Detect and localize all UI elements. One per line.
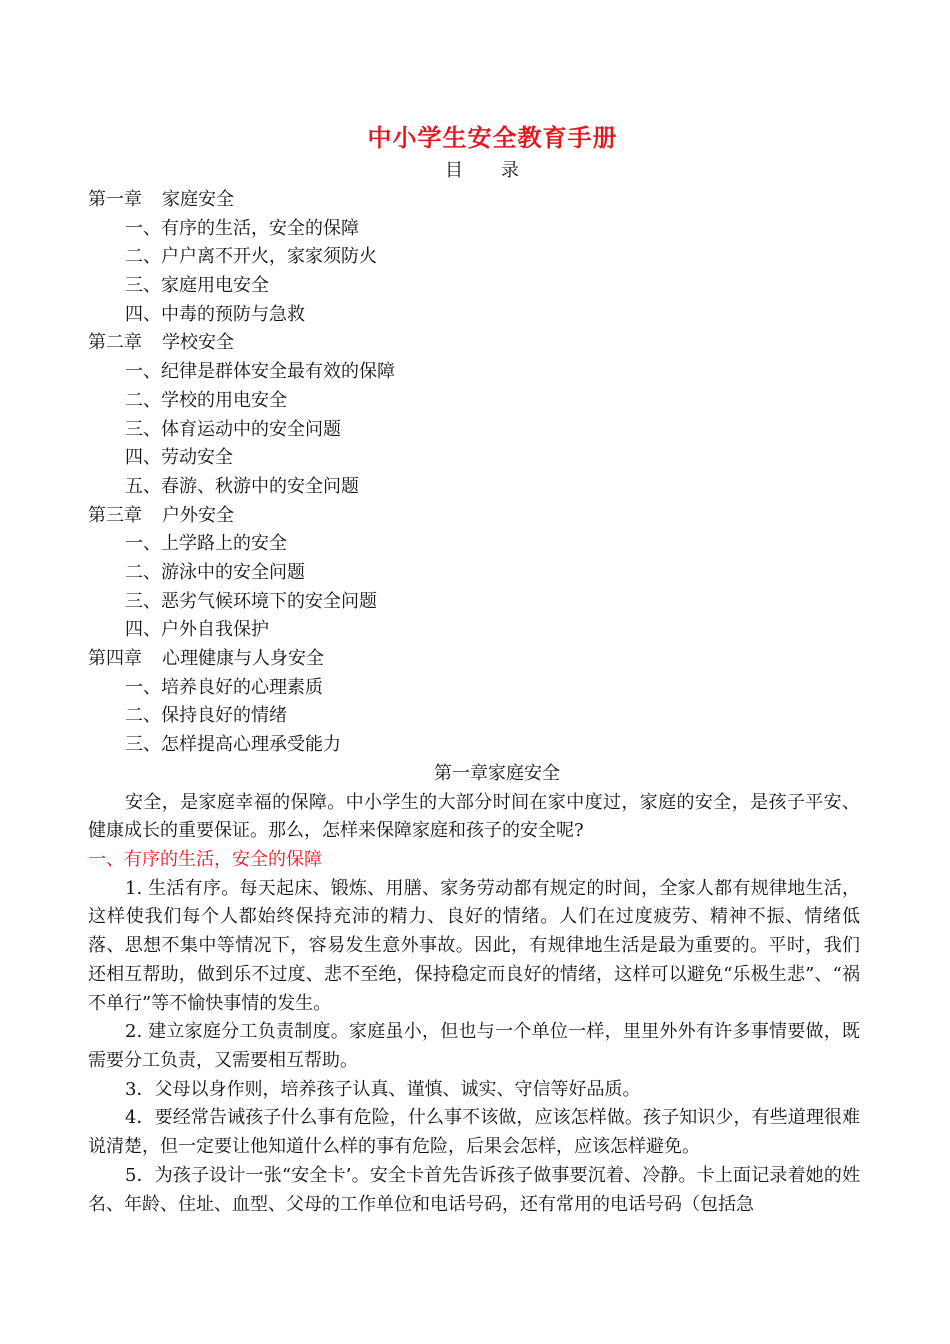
toc-chapter-label: 家庭安全 (162, 189, 234, 210)
toc-chapter (88, 186, 868, 215)
toc-section: 三、怎样提高心理承受能力 (125, 734, 341, 756)
toc-section: 二、户户离不开火，家家须防火 (125, 246, 377, 268)
paragraph-1: 1. 生活有序。每天起床、锻炼、用膳、家务劳动都有规定的时间，全家人都有规律地生活，这样使我们每个人都始终保持充沛的精力、良好的情绪。人们在过度疲劳、精神不振、情绪低落、思想不集中等情况下，容易发生意外事故。因此，有规律地生活是最为重要的。平时，我们还相互帮助，做到乐不过度、悲不至绝，保持稳定而良好的情绪，这样可以避免“乐极生悲”、“祸不单行”等不愉快事情的发生。 (88, 877, 860, 1014)
chapter-heading: 第一章家庭安全 (434, 763, 560, 784)
toc-chapter-label: 户外安全 (162, 504, 234, 526)
toc-chapter-number: 第三章 (88, 504, 142, 526)
toc-section: 一、培养良好的心理素质 (125, 676, 323, 698)
toc-chapter-label: 学校安全 (162, 332, 234, 354)
paragraph-5: 5．为孩子设计一张“安全卡’。安全卡首先告诉孩子做事要沉着、冷静。卡上面记录着她的姓名、年龄、住址、血型、父母的工作单位和电话号码，还有常用的电话号码（包括急 (88, 1164, 860, 1215)
intro-paragraph: 安全，是家庭幸福的保障。中小学生的大部分时间在家中度过，家庭的安全，是孩子平安、健康成长的重要保证。那么，怎样来保障家庭和孩子的安全呢? (88, 791, 860, 842)
toc-section: 三、体育运动中的安全问题 (125, 418, 341, 440)
document-title: 中小学生安全教育手册 (367, 123, 618, 152)
toc-section: 四、中毒的预防与急救 (125, 303, 305, 325)
paragraph-3: 3．父母以身作则，培养孩子认真、谨慎、诚实、守信等好品质。 (125, 1078, 641, 1100)
toc-section: 一、上学路上的安全 (125, 533, 287, 555)
toc-section: 四、户外自我保护 (125, 619, 269, 641)
toc-section: 一、有序的生活，安全的保障 (125, 217, 359, 239)
section-heading: 一、有序的生活，安全的保障 (88, 849, 322, 871)
paragraph-4: 4．要经常告诫孩子什么事有危险，什么事不该做，应该怎样做。孩子知识少，有些道理很难说清楚，但一定要让他知道什么样的事有危险，后果会怎样，应该怎样避免。 (88, 1107, 860, 1158)
paragraph-2: 2. 建立家庭分工负责制度。家庭虽小，但也与一个单位一样，里里外外有许多事情要做，既需要分工负责，又需要相互帮助。 (88, 1021, 860, 1071)
toc-chapter (88, 502, 868, 531)
toc-chapter-number: 第四章 (88, 648, 142, 669)
table-of-contents (88, 186, 868, 760)
toc-section: 二、游泳中的安全问题 (125, 561, 305, 583)
toc-chapter-number: 第二章 (88, 332, 142, 354)
toc-section: 一、纪律是群体安全最有效的保障 (125, 361, 395, 383)
toc-chapter-label: 心理健康与人身安全 (162, 648, 324, 669)
toc-section: 五、春游、秋游中的安全问题 (125, 475, 359, 497)
toc-heading: 目录 (445, 160, 557, 181)
toc-chapter-number: 第一章 (88, 189, 142, 210)
toc-section: 三、恶劣气候环境下的安全问题 (125, 590, 377, 612)
toc-section: 三、家庭用电安全 (125, 275, 269, 297)
toc-chapter (88, 645, 868, 674)
toc-section: 四、劳动安全 (125, 447, 233, 469)
toc-chapter (88, 329, 868, 358)
chapter-one-body (88, 760, 860, 1219)
toc-section: 二、保持良好的情绪 (125, 705, 287, 727)
toc-section: 二、学校的用电安全 (125, 389, 287, 411)
